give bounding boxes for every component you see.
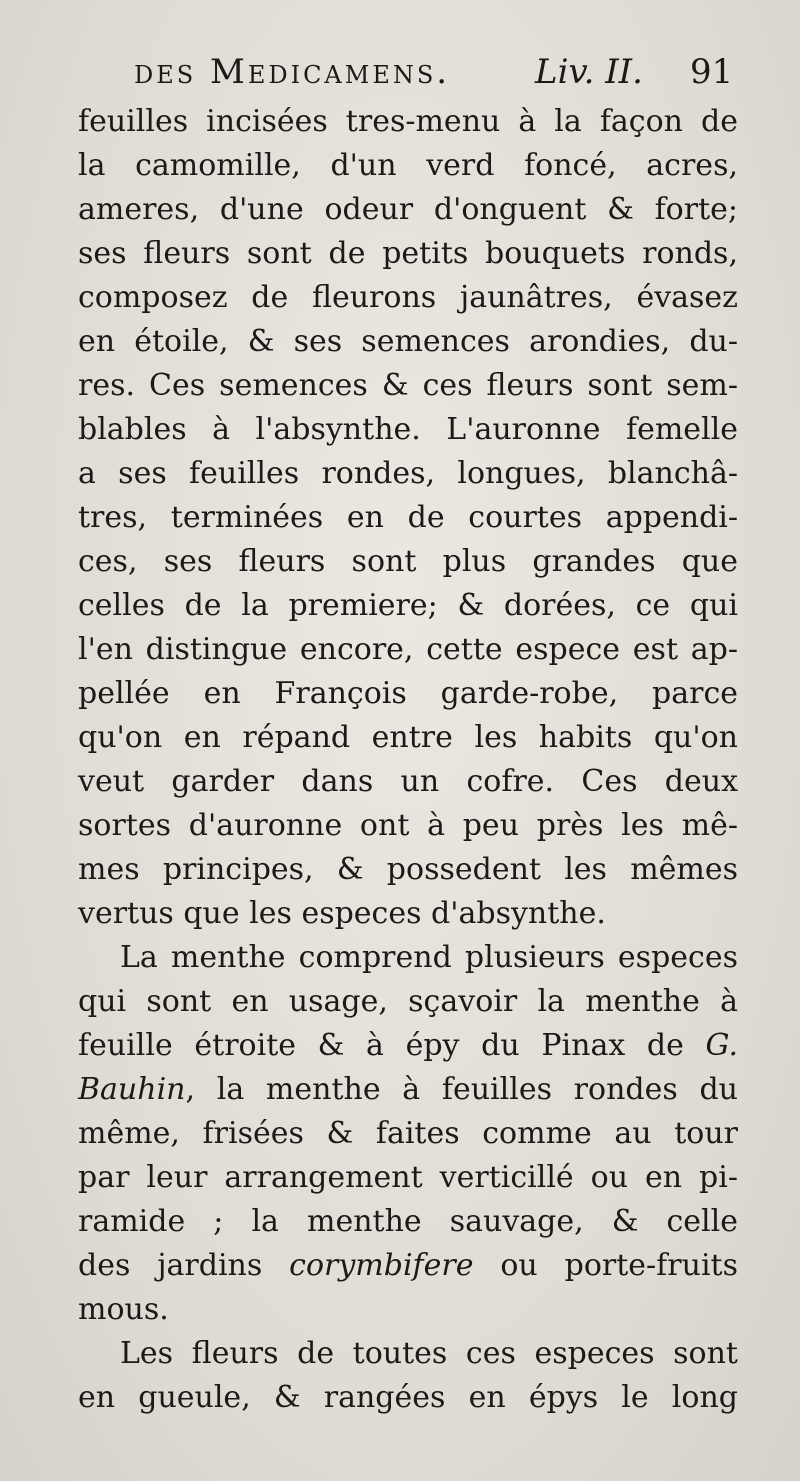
text-line: par leur arrangement verticillé ou en pi- <box>78 1160 738 1195</box>
text-line: l'en distingue encore, cette espece est ap- <box>78 632 738 667</box>
text-line: La menthe comprend plusieurs especes <box>120 940 738 975</box>
text-line: ses fleurs sont de petits bouquets ronds, <box>78 236 738 271</box>
book-reference: Liv. II. <box>535 52 643 92</box>
text-line: vertus que les especes d'absynthe. <box>78 896 606 931</box>
text-line: en étoile, & ses semences arondies, du- <box>78 324 738 359</box>
running-header <box>0 52 800 102</box>
text-line: Les fleurs de toutes ces especes sont <box>120 1336 738 1371</box>
text-fragment: des jardins <box>78 1248 263 1283</box>
text-line: sortes d'auronne ont à peu près les mê- <box>78 808 738 843</box>
text-line: feuilles incisées tres-menu à la façon de <box>78 104 738 139</box>
text-line: ramide ; la menthe sauvage, & celle <box>78 1204 738 1239</box>
text-line <box>78 1068 738 1112</box>
text-line: celles de la premiere; & dorées, ce qui <box>78 588 738 623</box>
text-line: ameres, d'une odeur d'onguent & forte; <box>78 192 738 227</box>
text-line: même, frisées & faites comme au tour <box>78 1116 738 1151</box>
text-line: mous. <box>78 1292 169 1327</box>
text-line: blables à l'absynthe. L'auronne femelle <box>78 412 738 447</box>
text-line: ces, ses fleurs sont plus grandes que <box>78 544 738 579</box>
text-fragment: ou porte-fruits <box>500 1248 738 1283</box>
italic-fragment: corymbifere <box>289 1248 474 1283</box>
italic-fragment: Bauhin <box>78 1072 186 1107</box>
text-line: composez de fleurons jaunâtres, évasez <box>78 280 738 315</box>
text-line: pellée en François garde-robe, parce <box>78 676 738 711</box>
text-line: mes principes, & possedent les mêmes <box>78 852 738 887</box>
text-line <box>78 1024 738 1068</box>
running-title: des Medicamens. <box>134 52 451 92</box>
text-line: qu'on en répand entre les habits qu'on <box>78 720 738 755</box>
text-fragment: feuille étroite & à épy du Pinax de <box>78 1028 684 1063</box>
text-line <box>78 1244 738 1288</box>
text-line: a ses feuilles rondes, longues, blanchâ- <box>78 456 738 491</box>
page-number: 91 <box>690 52 734 92</box>
text-line: tres, terminées en de courtes appendi- <box>78 500 738 535</box>
text-line: veut garder dans un cofre. Ces deux <box>78 764 738 799</box>
text-line: en gueule, & rangées en épys le long <box>78 1380 738 1415</box>
text-line: res. Ces semences & ces fleurs sont sem- <box>78 368 738 403</box>
text-fragment: , la menthe à feuilles rondes du <box>185 1072 738 1107</box>
italic-fragment: G. <box>705 1028 738 1063</box>
text-line: la camomille, d'un verd foncé, acres, <box>78 148 738 183</box>
text-line: qui sont en usage, sçavoir la menthe à <box>78 984 738 1019</box>
